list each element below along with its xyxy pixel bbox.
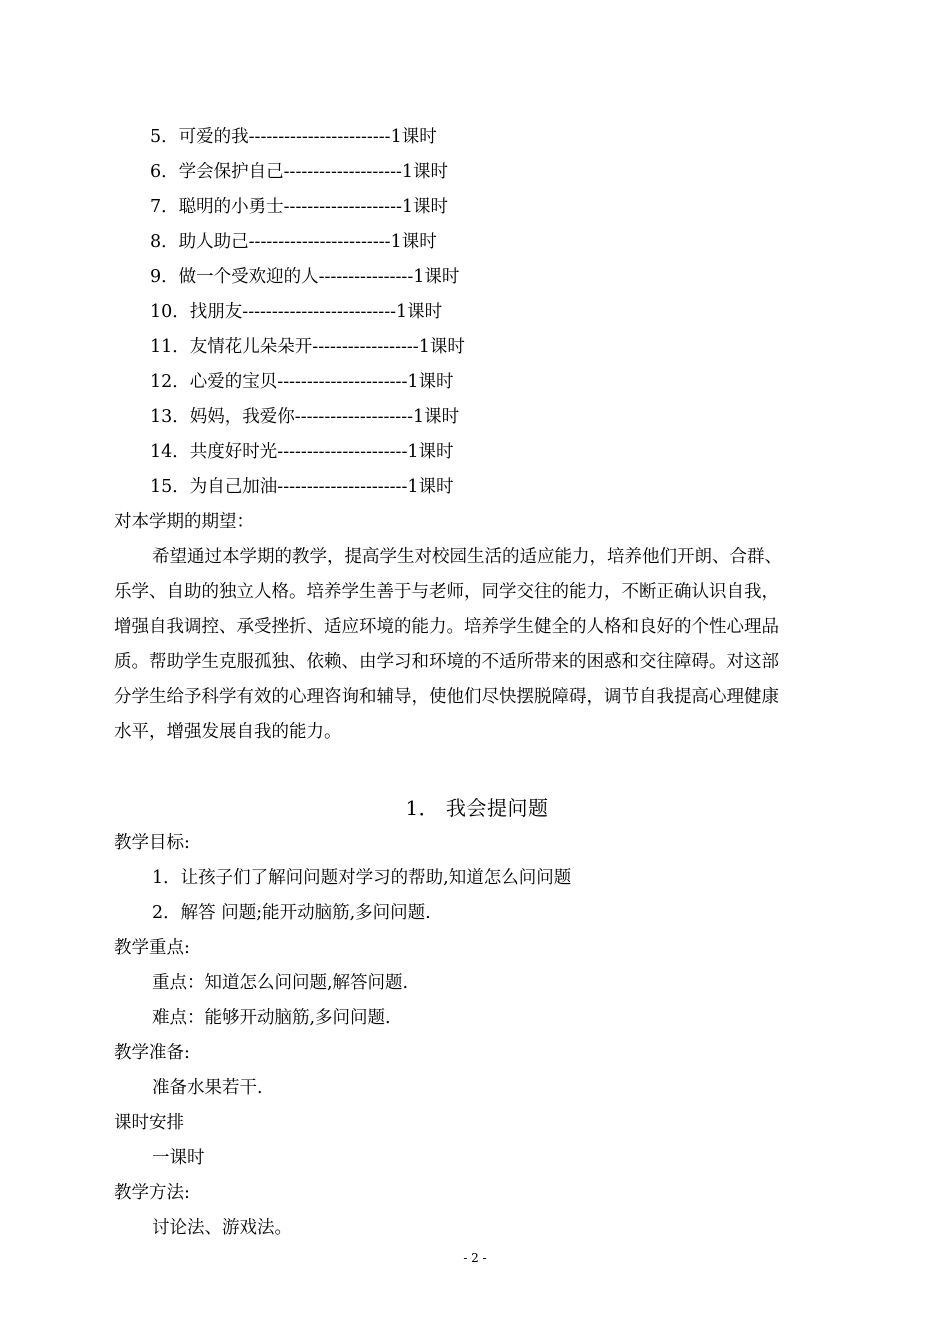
lesson-title: 10．找朋友 (150, 302, 243, 322)
lesson-hours: 1课时 (401, 162, 449, 182)
dash-leader: ------------------------ (248, 232, 391, 252)
paragraph-line: 希望通过本学期的教学，提高学生对校园生活的适应能力，培养他们开朗、合群、 (152, 547, 782, 567)
lesson-list-item (150, 400, 570, 435)
lesson-list-item (150, 330, 570, 365)
lesson-title: 12．心爱的宝贝 (150, 372, 278, 392)
paragraph-line: 乐学、自助的独立人格。培养学生善于与老师，同学交往的能力，不断正确认识自我， (114, 582, 779, 602)
goal-item: 2．解答 问题;能开动脑筋,多问问题. (152, 903, 431, 923)
paragraph-line: 增强自我调控、承受挫折、适应环境的能力。培养学生健全的人格和良好的个性心理品 (114, 617, 779, 637)
lesson-title: 14．共度好时光 (150, 442, 278, 462)
paragraph-line: 分学生给予科学有效的心理咨询和辅导，使他们尽快摆脱障碍，调节自我提高心理健康 (114, 687, 779, 707)
difficulty-point: 难点：能够开动脑筋,多问问题. (152, 1008, 391, 1028)
lesson-hours: 1课时 (413, 407, 460, 427)
lesson-title: 13．妈妈，我爱你 (150, 407, 295, 427)
method-text: 讨论法、游戏法。 (152, 1218, 292, 1238)
dash-leader: ---------------- (318, 267, 414, 287)
lesson-title: 8．助人助己 (150, 232, 249, 252)
lesson-title: 5．可爱的我 (150, 127, 249, 147)
dash-leader: ---------------------- (277, 372, 408, 392)
goal-item: 1．让孩子们了解问问题对学习的帮助,知道怎么问问题 (152, 868, 572, 888)
dash-leader: -------------------- (283, 162, 402, 182)
lesson-hours: 1课时 (418, 337, 465, 357)
method-heading: 教学方法: (114, 1183, 190, 1203)
lesson-title: 9．做一个受欢迎的人 (150, 267, 319, 287)
paragraph-line: 水平，增强发展自我的能力。 (114, 722, 342, 742)
schedule-text: 一课时 (152, 1148, 205, 1168)
dash-leader: ---------------------- (277, 442, 408, 462)
lesson-hours: 1课时 (390, 232, 437, 252)
page-number: - 2 - (463, 1251, 487, 1265)
preparation-text: 准备水果若干. (152, 1078, 263, 1098)
lesson-title: 11．友情花儿朵朵开 (150, 337, 313, 357)
lesson-list (150, 120, 570, 505)
dash-leader: -------------------- (294, 407, 414, 427)
lesson-list-item (150, 435, 570, 470)
goals-heading: 教学目标: (114, 833, 190, 853)
lesson-hours: 1课时 (413, 267, 460, 287)
lesson-list-item (150, 155, 570, 190)
dash-leader: -------------------- (283, 197, 402, 217)
lesson-hours: 1课时 (396, 302, 443, 322)
lesson-hours: 1课时 (407, 442, 454, 462)
lesson-title: 6．学会保护自己 (150, 162, 284, 182)
lesson-list-item (150, 260, 570, 295)
lesson-hours: 1课时 (401, 197, 449, 217)
lesson-hours: 1课时 (407, 372, 454, 392)
lesson-hours: 1课时 (390, 127, 437, 147)
lesson-title: 15．为自己加油 (150, 477, 278, 497)
key-point: 重点：知道怎么问问题,解答问题. (152, 973, 409, 993)
lesson-list-item (150, 470, 570, 505)
dash-leader: ---------------------- (277, 477, 408, 497)
lesson-title: 7．聪明的小勇士 (150, 197, 284, 217)
key-points-heading: 教学重点: (114, 938, 190, 958)
document-body (114, 505, 840, 1246)
dash-leader: ------------------------ (248, 127, 391, 147)
preparation-heading: 教学准备: (114, 1043, 190, 1063)
lesson-list-item (150, 190, 570, 225)
expectation-paragraph (114, 540, 840, 750)
lesson-list-item (150, 365, 570, 400)
dash-leader: ------------------ (312, 337, 419, 357)
lesson-list-item (150, 120, 570, 155)
lesson-list-item (150, 225, 570, 260)
lesson-hours: 1课时 (407, 477, 454, 497)
paragraph-line: 质。帮助学生克服孤独、依赖、由学习和环境的不适所带来的困惑和交往障碍。对这部 (114, 652, 779, 672)
schedule-heading: 课时安排 (114, 1113, 184, 1133)
dash-leader: -------------------------- (242, 302, 397, 322)
expectation-heading: 对本学期的期望： (114, 512, 254, 532)
lesson-list-item (150, 295, 570, 330)
lesson-title-heading: 1． 我会提问题 (405, 796, 549, 820)
